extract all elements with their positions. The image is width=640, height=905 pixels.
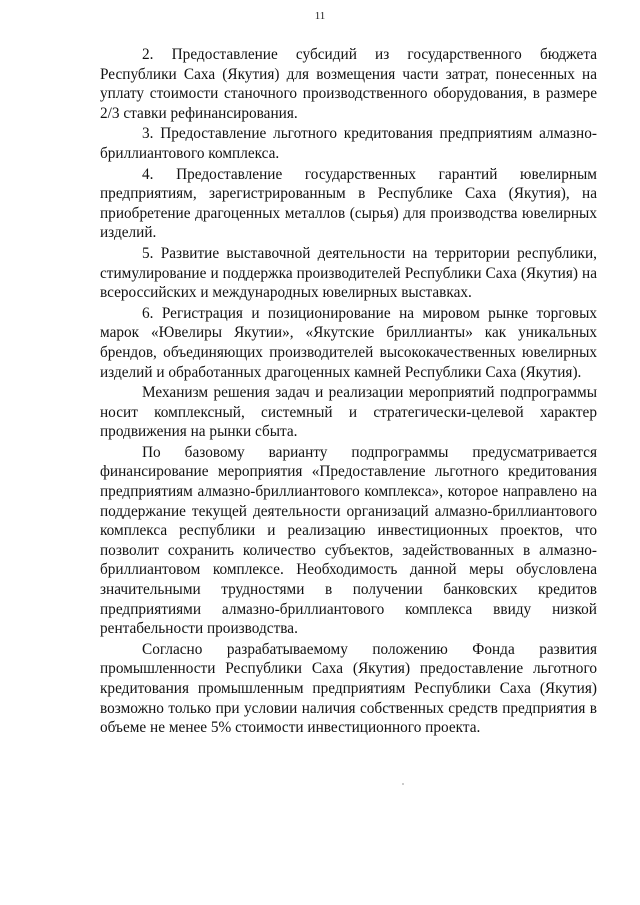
paragraph-item-3: 3. Предоставление льготного кредитования предприятиям алмазно-бриллиантового комплекса. (100, 125, 597, 162)
page-number: 11 (314, 10, 326, 22)
paragraph-fund-regulation: Согласно разрабатываемому положению Фонда развития промышленности Республики Саха (Якутия) предоставление льготного кредитования промышленным предприятиям Республики Саха (Якутия) возможно только при условии наличия собственных средств предприятия в объеме не менее 5% стоимости инвестиционного проекта. (100, 640, 597, 737)
paragraph-item-4: 4. Предоставление государственных гарантий ювелирным предприятиям, зарегистрированным в Республике Саха (Якутия), на приобретение драгоценных металлов (сырья) для производства ювелирных изделий. (100, 165, 597, 242)
paragraph-item-6: 6. Регистрация и позиционирование на мировом рынке торговых марок «Ювелиры Якутии», «Якутские бриллианты» как уникальных брендов, объединяющих производителей высококачественных ювелирных изделий и обработанных драгоценных камней Республики Саха (Якутия). (100, 304, 597, 381)
scan-speck (402, 783, 404, 785)
paragraph-item-2: 2. Предоставление субсидий из государственного бюджета Республики Саха (Якутия) для возмещения части затрат, понесенных на уплату стоимости станочного производственного оборудования, в размере 2/3 ставки рефинансирования. (100, 46, 597, 122)
paragraph-item-5: 5. Развитие выставочной деятельности на территории республики, стимулирование и поддержка производителей Республики Саха (Якутия) на всероссийских и международных ювелирных выставках. (100, 244, 597, 302)
document-body (100, 45, 597, 738)
paragraph-mechanism: Механизм решения задач и реализации мероприятий подпрограммы носит комплексный, системный и стратегически-целевой характер продвижения на рынки сбыта. (100, 384, 597, 441)
paragraph-base-variant: По базовому варианту подпрограммы предусматривается финансирование мероприятия «Предоставление льготного кредитования предприятиям алмазно-бриллиантового комплекса», которое направлено на поддержание текущей деятельности организаций алмазно-бриллиантового комплекса республики и реализацию инвестиционных проектов, что позволит сохранить количество субъектов, задействованных в алмазно-бриллиантовом комплексе. Необходимость данной меры обусловлена значительными трудностями в получении банковских кредитов предприятиями алмазно-бриллиантового комплекса ввиду низкой рентабельности производства. (100, 443, 597, 638)
